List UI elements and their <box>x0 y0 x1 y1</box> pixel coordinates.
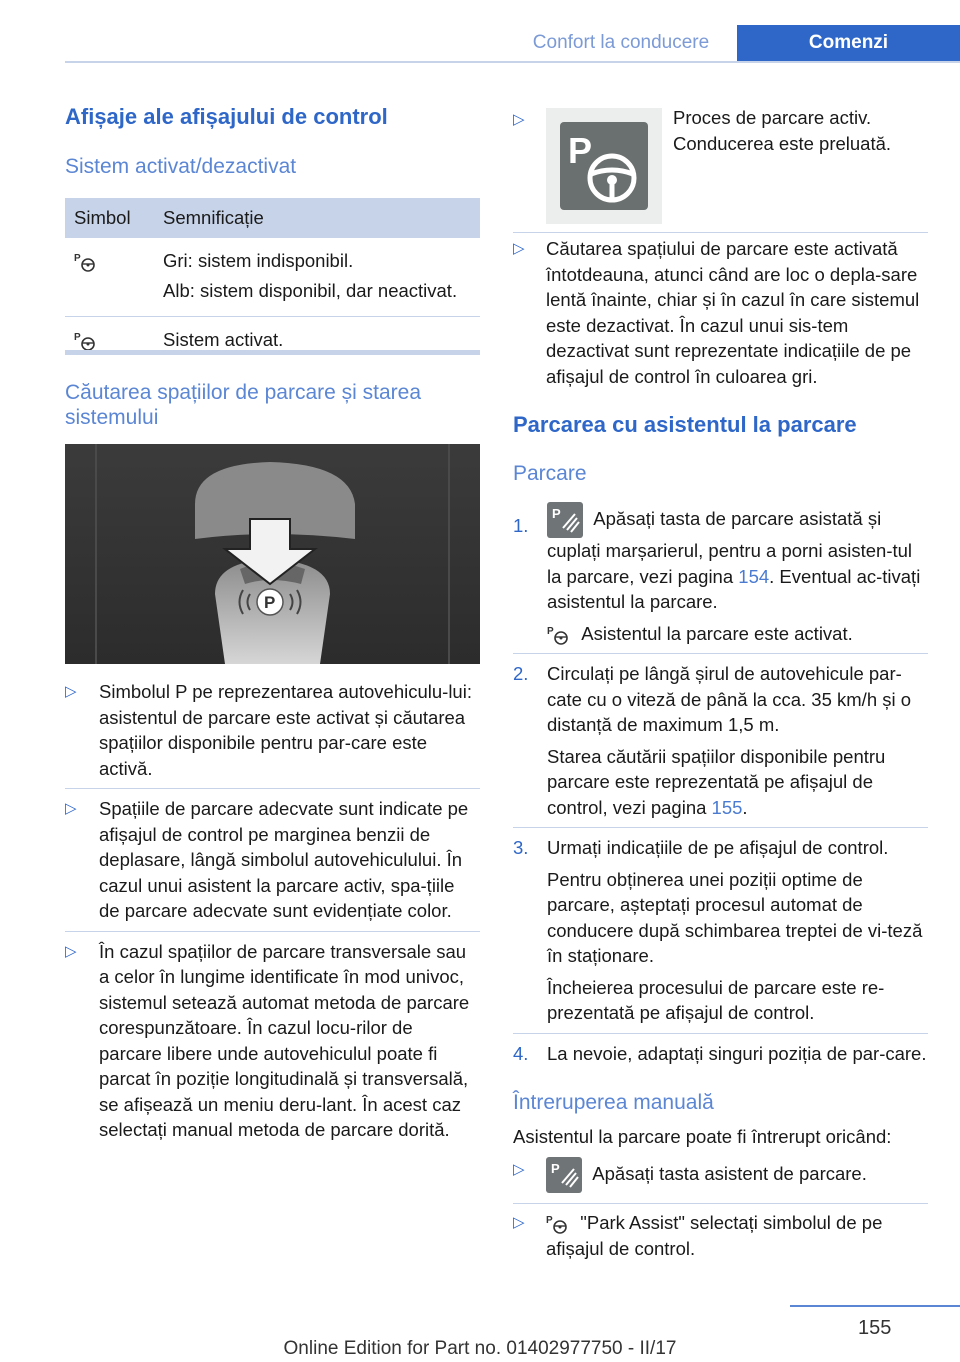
triangle-bullet-icon: ▷ <box>65 683 77 700</box>
manual-bullet-1: ▷ P Apăsați tasta asistent de parcare. <box>513 1157 928 1193</box>
triangle-bullet-icon: ▷ <box>65 800 77 817</box>
park-assist-button-icon <box>547 502 583 538</box>
header-chapter-tab: Comenzi <box>737 25 960 63</box>
parking-assist-active-icon <box>546 1213 570 1235</box>
parking-assist-icon <box>74 251 98 273</box>
parking-steps <box>513 502 928 1066</box>
parking-assist-active-icon <box>74 330 98 352</box>
step-4: 4. La nevoie, adaptați singuri poziția de par-care. <box>513 1042 927 1064</box>
parking-active-display-icon <box>546 108 662 224</box>
header-section-tab: Confort la conducere <box>532 32 710 53</box>
page-link-155[interactable]: 155 <box>711 796 743 818</box>
meaning-white: Alb: sistem disponibil, dar neactivat. <box>163 280 458 301</box>
triangle-bullet-icon: ▷ <box>65 942 77 960</box>
svg-text:P: P <box>264 593 276 612</box>
triangle-bullet-icon: ▷ <box>513 1214 525 1231</box>
manual-interrupt-intro: Asistentul la parcare poate fi întrerupt oricând: <box>513 1126 892 1147</box>
page-link-154[interactable]: 154 <box>738 565 770 587</box>
col-meaning-header: Semnificație <box>154 198 480 238</box>
step-2: 2. Circulați pe lângă șirul de autovehicule par-cate cu o viteză de până la cca. 35 km/h și o distanță de maximum 1,5 m. Starea căutării spațiilor disponibile pentru parcare este reprezentată pe afișajul de control, vezi pagina 155. <box>513 663 912 818</box>
step-3: 3. Urmați indicațiile de pe afișajul de control. Pentru obținerea unei poziții optime de parcare, așteptați procesul automat de conducere după schimbarea treptei de vi-teză în staționare. Încheierea procesului de parcare este re-prezentată pe afișajul de control. <box>513 837 923 1023</box>
svg-text:P: P <box>552 506 561 521</box>
triangle-bullet-icon: ▷ <box>513 111 525 128</box>
park-assist-button-icon <box>546 1157 582 1193</box>
divider <box>513 1033 928 1034</box>
table-bottom-rule <box>65 350 480 355</box>
svg-text:P: P <box>74 332 81 344</box>
list-divider <box>65 931 480 932</box>
step-1: 1. P Apăsați tasta de parcare asistată și cuplați marșarierul, pentru a porni asisten-tul la parcare, vezi pagina 154. Eventual ac-tivați asistentul la parcare. P Asistentul la parcare este activat. <box>513 502 928 646</box>
manual-bullet-2: ▷ P "Park Assist" selectați simbolul de pe afișajul de control. <box>513 1212 883 1259</box>
page-number: 155 <box>858 1317 892 1339</box>
list-item: ▷ Spațiile de parcare adecvate sunt indicate pe afișajul de control pe marginea benzii de deplasare, lângă simbolul autovehiculului. În cazul unui asistent la parcare activ, spa-țiile de parcare adecvate sunt evidențiate color. <box>65 798 469 921</box>
left-subtitle: Sistem activat/dezactivat <box>65 155 297 178</box>
right-subtitle: Parcare <box>513 462 587 485</box>
col-symbol-header: Simbol <box>65 198 154 238</box>
divider <box>513 653 928 654</box>
svg-text:P: P <box>74 253 81 265</box>
divider <box>513 827 928 828</box>
triangle-bullet-icon: ▷ <box>513 240 525 257</box>
list-item: ▷ În cazul spațiilor de parcare transversale sau a celor în lungime identificate în mod univoc, sistemul setează automat metoda de parcare corespunzătoare. În cazul locu-rilor de parcare libere unde autovehiculul poate fi parcat în poziție longitudinală și transversală, se afișează un meniu deru-lant. În acest caz selectați manual metoda de parcare dorită. <box>65 940 470 1140</box>
edition-note: Online Edition for Part no. 01402977750 - II/17 <box>283 1338 677 1359</box>
triangle-bullet-icon: ▷ <box>513 1161 525 1178</box>
header-rule <box>65 61 960 63</box>
svg-text:P: P <box>568 130 593 171</box>
manual-interrupt-title: Întreruperea manuală <box>513 1091 714 1114</box>
meaning-gray: Gri: sistem indisponibil. <box>163 250 354 271</box>
parking-assist-active-icon <box>547 624 571 646</box>
control-display-illustration <box>65 444 480 664</box>
parking-symbol-cell <box>65 238 154 317</box>
step-1-substep: P Asistentul la parcare este activat. <box>547 621 928 647</box>
left-title: Afișaje ale afișajului de control <box>65 104 388 129</box>
search-note: ▷ Căutarea spațiului de parcare este activată întotdeauna, atunci când are loc o depla-sare lentă înainte, chiar și în cazul în care sistemul este dezactivat. În cazul unui sis-tem dezactivat sunt reprezentate indicațiile de pe afișajul de control în culoarea gri. <box>513 238 920 387</box>
meaning-cell-2: Sistem activat. <box>163 329 284 350</box>
parking-active-text: Proces de parcare activ. Conducerea este preluată. <box>673 107 892 154</box>
parking-active-symbol-cell <box>65 317 154 366</box>
svg-text:P: P <box>547 625 554 637</box>
left-bullet-list <box>65 679 480 1143</box>
svg-text:P: P <box>546 1215 553 1227</box>
list-divider <box>65 788 480 789</box>
right-title: Parcarea cu asistentul la parcare <box>513 412 857 437</box>
list-item: ▷ Simbolul P pe reprezentarea autovehiculu-lui: asistentul de parcare este activat și căutarea spațiilor disponibile pentru par-care este activă. <box>65 681 472 779</box>
divider <box>513 232 928 233</box>
symbol-table <box>65 198 480 365</box>
divider <box>513 1203 928 1204</box>
meaning-cell-1 <box>154 238 480 317</box>
svg-text:P: P <box>551 1161 560 1176</box>
section-parking-search-title: Căutarea spațiilor de parcare și starea sistemului <box>65 381 422 429</box>
footer-rule <box>790 1305 960 1307</box>
